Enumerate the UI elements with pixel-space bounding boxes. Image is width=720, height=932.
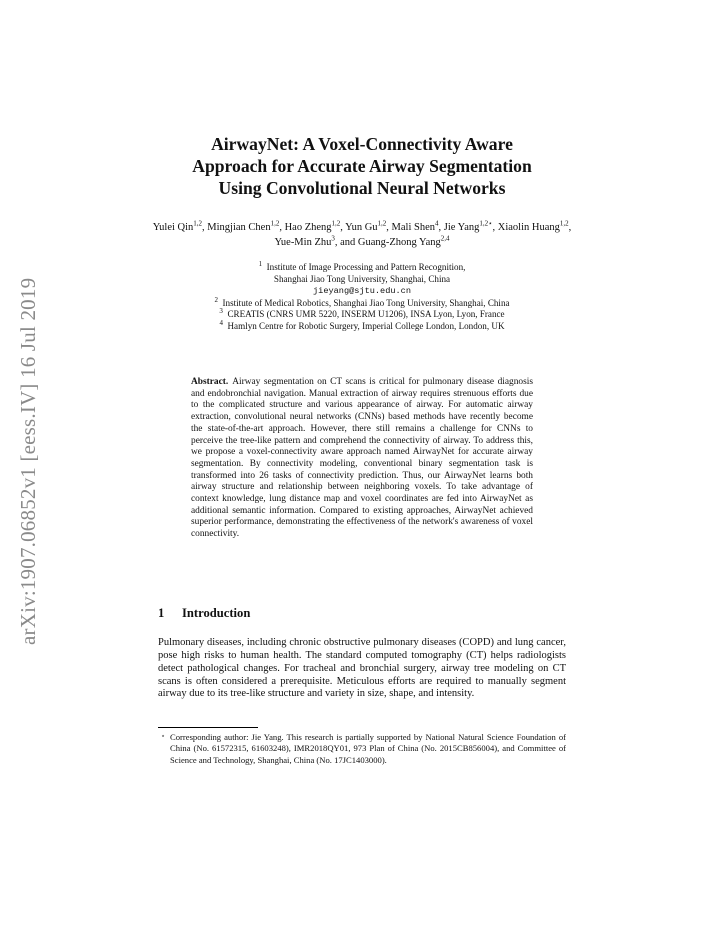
footnote-divider: [158, 727, 258, 728]
affiliation-line: [140, 295, 584, 310]
affiliation-line: [140, 306, 584, 321]
author-separator: ,: [202, 222, 208, 233]
affiliation-text: Institute of Image Processing and Pattern Recognition,: [266, 262, 466, 272]
author-affiliation-mark: 4: [435, 219, 439, 228]
author-separator: ,: [279, 222, 285, 233]
author-name: Hao Zheng: [284, 222, 332, 233]
contact-email: [140, 285, 584, 298]
abstract: [191, 377, 533, 541]
section-body: Pulmonary diseases, including chronic obstructive pulmonary diseases (COPD) and lung cancer, pose high risks to human health. The standard computed tomography (CT) helps radiologists detect pathological changes. For tracheal and bronchial surgery, airway tree modeling on CT scans is often considered a prerequisite. Meticulous efforts are required to manually segment airway due to its tree-like structure and variety in size, shape, and intensity.: [158, 637, 566, 700]
abstract-text: Airway segmentation on CT scans is critical for pulmonary disease diagnosis and endobronchial navigation. Manual extraction of airway requires strenuous efforts due to the complicated structure and various appearance of airway. For automatic airway extraction, convolutional neural networks (CNNs) based methods have recently become the state-of-the-art approach. However, there still remains a challenge for CNNs to perceive the tree-like pattern and comprehend the connectivity of airway. To address this, we propose a voxel-connectivity aware approach named AirwayNet for accurate airway segmentation. By connectivity modeling, conventional binary segmentation task is transformed into 26 tasks of connectivity prediction. Thus, our AirwayNet learns both airway structure and relationship between neighboring voxels. To take advantage of context knowledge, lung distance map and voxel coordinates are fed into AirwayNet as additional semantic information. Compared to existing approaches, AirwayNet achieved superior performance, demonstrating the effectiveness of the network's awareness of voxel connectivity.: [191, 377, 533, 540]
footnote: [158, 732, 566, 766]
affiliation-text: Institute of Medical Robotics, Shanghai Jiao Tong University, Shanghai, China: [222, 297, 510, 308]
affiliation-text: CREATIS (CNRS UMR 5220, INSERM U1206), INSA Lyon, Lyon, France: [227, 309, 505, 319]
author-affiliation-mark: 2,4: [440, 234, 450, 243]
author-separator: ,: [340, 222, 346, 233]
paper-title: [140, 133, 584, 199]
author-name: Yue-Min Zhu: [274, 237, 332, 248]
section-title: Introduction: [182, 606, 251, 620]
author-affiliation-mark: 1,2⋆: [479, 219, 493, 228]
affiliation-line: [140, 259, 584, 274]
author-name: Yun Gu: [345, 222, 378, 233]
affiliation-mark: 1: [258, 259, 263, 268]
abstract-label: Abstract.: [191, 377, 229, 387]
title-line: AirwayNet: A Voxel-Connectivity Aware: [211, 134, 513, 154]
affiliation-text: Hamlyn Centre for Robotic Surgery, Imperial College London, London, UK: [227, 320, 505, 331]
author-name: Xiaolin Huang: [497, 222, 560, 233]
author-affiliation-mark: 3: [331, 234, 335, 243]
author-name: Guang-Zhong Yang: [357, 237, 441, 248]
affiliation-mark: 4: [219, 318, 223, 327]
author-list: [150, 220, 574, 250]
title-line: Using Convolutional Neural Networks: [218, 178, 506, 198]
author-name: Yulei Qin: [152, 222, 194, 233]
affiliation-mark: 2: [214, 295, 218, 304]
footnote-text: Corresponding author: Jie Yang. This research is partially supported by National Natural Science Foundation of China (No. 61572315, 61603248), IMR2018QY01, 973 Plan of China (No. 2015CB856004), and Committee of Science and Technology, Shanghai, China (No. 17JC1403000).: [170, 732, 566, 765]
section-heading: [158, 606, 250, 621]
author-name: Jie Yang: [443, 222, 480, 233]
author-affiliation-mark: 1,2: [559, 219, 569, 228]
affiliation-list: [140, 259, 584, 332]
author-separator: ,: [568, 222, 572, 233]
author-name: Mingjian Chen: [207, 222, 271, 233]
footnote-mark: ⋆: [161, 733, 166, 740]
author-separator: ,: [438, 222, 444, 233]
affiliation-mark: 3: [219, 306, 223, 315]
title-line: Approach for Accurate Airway Segmentation: [192, 156, 532, 176]
author-separator: , and: [334, 237, 358, 248]
author-name: Mali Shen: [391, 222, 436, 233]
author-separator: ,: [492, 222, 498, 233]
author-affiliation-mark: 1,2: [193, 219, 203, 228]
email-text: jieyang@sjtu.edu.cn: [313, 286, 411, 296]
author-affiliation-mark: 1,2: [331, 219, 341, 228]
author-affiliation-mark: 1,2: [377, 219, 387, 228]
arxiv-identifier: arXiv:1907.06852v1 [eess.IV] 16 Jul 2019: [16, 277, 40, 645]
affiliation-line: [140, 274, 584, 286]
author-affiliation-mark: 1,2: [270, 219, 280, 228]
affiliation-line: [140, 318, 584, 333]
affiliation-text: Shanghai Jiao Tong University, Shanghai, China: [273, 273, 451, 284]
section-number: 1: [158, 606, 165, 620]
author-separator: ,: [386, 222, 392, 233]
